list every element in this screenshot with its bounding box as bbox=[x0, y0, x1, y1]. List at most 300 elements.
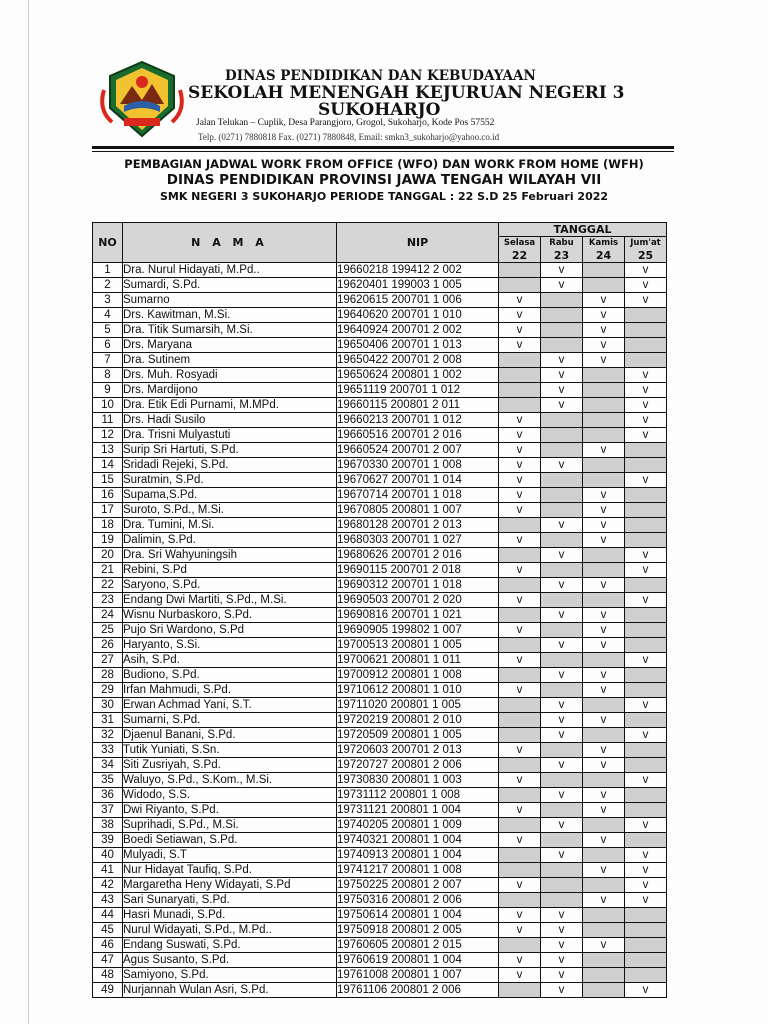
wfo-mark: v bbox=[625, 563, 667, 578]
row-nip: 19690816 200701 1 021 bbox=[337, 608, 499, 623]
wfo-mark: v bbox=[583, 578, 625, 593]
wfh-cell bbox=[541, 743, 583, 758]
wfh-cell bbox=[583, 773, 625, 788]
header-day-jumat: Jum'at bbox=[625, 237, 667, 250]
wfh-cell bbox=[499, 368, 541, 383]
wfh-cell bbox=[583, 923, 625, 938]
row-name: Sumarno bbox=[123, 293, 337, 308]
wfo-mark: v bbox=[625, 653, 667, 668]
header-no: NO bbox=[93, 223, 123, 263]
wfh-cell bbox=[583, 548, 625, 563]
wfh-cell bbox=[625, 803, 667, 818]
row-name: Drs. Hadi Susilo bbox=[123, 413, 337, 428]
wfo-mark: v bbox=[499, 443, 541, 458]
row-name: Samiyono, S.Pd. bbox=[123, 968, 337, 983]
row-no: 32 bbox=[93, 728, 123, 743]
table-row bbox=[93, 683, 667, 698]
wfo-mark: v bbox=[583, 788, 625, 803]
wfo-mark: v bbox=[583, 518, 625, 533]
wfo-mark: v bbox=[541, 578, 583, 593]
row-name: Sumarni, S.Pd. bbox=[123, 713, 337, 728]
wfo-mark: v bbox=[583, 668, 625, 683]
row-name: Hasri Munadi, S.Pd. bbox=[123, 908, 337, 923]
wfh-cell bbox=[625, 953, 667, 968]
wfh-cell bbox=[625, 503, 667, 518]
header-day-selasa: Selasa bbox=[499, 237, 541, 250]
row-nip: 19670714 200701 1 018 bbox=[337, 488, 499, 503]
row-name: Endang Suswati, S.Pd. bbox=[123, 938, 337, 953]
wfh-cell bbox=[541, 503, 583, 518]
row-no: 13 bbox=[93, 443, 123, 458]
row-no: 8 bbox=[93, 368, 123, 383]
wfo-mark: v bbox=[625, 878, 667, 893]
wfo-mark: v bbox=[583, 443, 625, 458]
wfh-cell bbox=[499, 263, 541, 278]
row-name: Nur Hidayat Taufiq, S.Pd. bbox=[123, 863, 337, 878]
row-no: 38 bbox=[93, 818, 123, 833]
wfh-cell bbox=[583, 983, 625, 998]
wfo-mark: v bbox=[499, 878, 541, 893]
row-name: Drs. Mardijono bbox=[123, 383, 337, 398]
table-row bbox=[93, 713, 667, 728]
wfo-mark: v bbox=[625, 383, 667, 398]
wfh-cell bbox=[625, 938, 667, 953]
wfh-cell bbox=[583, 458, 625, 473]
table-row bbox=[93, 923, 667, 938]
row-name: Nurul Widayati, S.Pd., M.Pd.. bbox=[123, 923, 337, 938]
wfh-cell bbox=[583, 413, 625, 428]
wfo-mark: v bbox=[541, 608, 583, 623]
wfh-cell bbox=[583, 263, 625, 278]
wfh-cell bbox=[583, 968, 625, 983]
wfo-mark: v bbox=[625, 293, 667, 308]
wfo-mark: v bbox=[541, 638, 583, 653]
row-nip: 19730830 200801 1 003 bbox=[337, 773, 499, 788]
wfo-mark: v bbox=[625, 263, 667, 278]
wfh-cell bbox=[499, 863, 541, 878]
table-row bbox=[93, 563, 667, 578]
table-row bbox=[93, 578, 667, 593]
row-nip: 19760605 200801 2 015 bbox=[337, 938, 499, 953]
row-nip: 19680303 200701 1 027 bbox=[337, 533, 499, 548]
wfh-cell bbox=[625, 668, 667, 683]
wfo-mark: v bbox=[499, 953, 541, 968]
wfh-cell bbox=[541, 338, 583, 353]
wfh-cell bbox=[625, 488, 667, 503]
wfo-mark: v bbox=[583, 638, 625, 653]
wfh-cell bbox=[541, 863, 583, 878]
wfo-mark: v bbox=[541, 368, 583, 383]
wfo-mark: v bbox=[541, 548, 583, 563]
row-name: Erwan Achmad Yani, S.T. bbox=[123, 698, 337, 713]
table-row bbox=[93, 803, 667, 818]
wfh-cell bbox=[541, 878, 583, 893]
table-row bbox=[93, 503, 667, 518]
wfo-mark: v bbox=[625, 278, 667, 293]
wfh-cell bbox=[625, 518, 667, 533]
table-row bbox=[93, 818, 667, 833]
row-name: Dra. Trisni Mulyastuti bbox=[123, 428, 337, 443]
wfo-mark: v bbox=[541, 923, 583, 938]
row-name: Budiono, S.Pd. bbox=[123, 668, 337, 683]
row-no: 11 bbox=[93, 413, 123, 428]
wfh-cell bbox=[499, 893, 541, 908]
header-nip: NIP bbox=[337, 223, 499, 263]
wfo-mark: v bbox=[583, 488, 625, 503]
wfo-mark: v bbox=[499, 833, 541, 848]
wfo-mark: v bbox=[541, 668, 583, 683]
wfh-cell bbox=[541, 773, 583, 788]
wfh-cell bbox=[625, 758, 667, 773]
table-row bbox=[93, 383, 667, 398]
wfh-cell bbox=[625, 338, 667, 353]
wfo-mark: v bbox=[583, 608, 625, 623]
wfo-mark: v bbox=[499, 458, 541, 473]
row-name: Dalimin, S.Pd. bbox=[123, 533, 337, 548]
wfo-mark: v bbox=[499, 428, 541, 443]
table-row bbox=[93, 458, 667, 473]
wfo-mark: v bbox=[541, 818, 583, 833]
row-nip: 19740205 200801 1 009 bbox=[337, 818, 499, 833]
row-name: Saryono, S.Pd. bbox=[123, 578, 337, 593]
wfo-mark: v bbox=[541, 353, 583, 368]
wfo-mark: v bbox=[541, 848, 583, 863]
row-no: 12 bbox=[93, 428, 123, 443]
letterhead-school: SEKOLAH MENENGAH KEJURUAN NEGERI 3 bbox=[188, 83, 625, 103]
row-name: Margaretha Heny Widayati, S.Pd bbox=[123, 878, 337, 893]
row-no: 30 bbox=[93, 698, 123, 713]
wfh-cell bbox=[625, 533, 667, 548]
row-no: 40 bbox=[93, 848, 123, 863]
schedule-table bbox=[92, 222, 667, 998]
row-name: Widodo, S.S. bbox=[123, 788, 337, 803]
table-row bbox=[93, 593, 667, 608]
row-no: 25 bbox=[93, 623, 123, 638]
table-row bbox=[93, 323, 667, 338]
row-no: 36 bbox=[93, 788, 123, 803]
wfh-cell bbox=[625, 608, 667, 623]
row-name: Waluyo, S.Pd., S.Kom., M.Si. bbox=[123, 773, 337, 788]
wfh-cell bbox=[625, 923, 667, 938]
row-nip: 19660213 200701 1 012 bbox=[337, 413, 499, 428]
letterhead-agency: DINAS PENDIDIKAN DAN KEBUDAYAAN bbox=[225, 68, 536, 84]
row-name: Drs. Muh. Rosyadi bbox=[123, 368, 337, 383]
row-name: Boedi Setiawan, S.Pd. bbox=[123, 833, 337, 848]
row-no: 34 bbox=[93, 758, 123, 773]
wfo-mark: v bbox=[583, 323, 625, 338]
wfo-mark: v bbox=[625, 728, 667, 743]
table-row bbox=[93, 278, 667, 293]
table-row bbox=[93, 263, 667, 278]
wfo-mark: v bbox=[499, 338, 541, 353]
table-row bbox=[93, 728, 667, 743]
wfh-cell bbox=[541, 488, 583, 503]
row-nip: 19620615 200701 1 006 bbox=[337, 293, 499, 308]
row-nip: 19660218 199412 2 002 bbox=[337, 263, 499, 278]
row-no: 39 bbox=[93, 833, 123, 848]
row-name: Suratmin, S.Pd. bbox=[123, 473, 337, 488]
row-no: 47 bbox=[93, 953, 123, 968]
wfo-mark: v bbox=[541, 788, 583, 803]
wfo-mark: v bbox=[499, 683, 541, 698]
row-name: Djaenul Banani, S.Pd. bbox=[123, 728, 337, 743]
row-no: 23 bbox=[93, 593, 123, 608]
wfo-mark: v bbox=[499, 773, 541, 788]
wfo-mark: v bbox=[499, 908, 541, 923]
wfh-cell bbox=[499, 383, 541, 398]
row-nip: 19640620 200701 1 010 bbox=[337, 308, 499, 323]
wfh-cell bbox=[625, 908, 667, 923]
row-no: 9 bbox=[93, 383, 123, 398]
row-nip: 19700912 200801 1 008 bbox=[337, 668, 499, 683]
document-period: SMK NEGERI 3 SUKOHARJO PERIODE TANGGAL : 22 S.D 25 Februari 2022 bbox=[159, 190, 609, 203]
row-nip: 19660115 200801 2 011 bbox=[337, 398, 499, 413]
row-nip: 19650406 200701 1 013 bbox=[337, 338, 499, 353]
wfo-mark: v bbox=[499, 293, 541, 308]
wfo-mark: v bbox=[583, 893, 625, 908]
wfo-mark: v bbox=[499, 743, 541, 758]
row-no: 2 bbox=[93, 278, 123, 293]
row-nip: 19690905 199802 1 007 bbox=[337, 623, 499, 638]
table-row bbox=[93, 548, 667, 563]
row-no: 45 bbox=[93, 923, 123, 938]
row-no: 48 bbox=[93, 968, 123, 983]
wfh-cell bbox=[499, 518, 541, 533]
table-row bbox=[93, 308, 667, 323]
wfo-mark: v bbox=[583, 533, 625, 548]
row-name: Wisnu Nurbaskoro, S.Pd. bbox=[123, 608, 337, 623]
wfh-cell bbox=[583, 698, 625, 713]
row-no: 17 bbox=[93, 503, 123, 518]
row-nip: 19720603 200701 2 013 bbox=[337, 743, 499, 758]
row-nip: 19720219 200801 2 010 bbox=[337, 713, 499, 728]
row-no: 21 bbox=[93, 563, 123, 578]
row-no: 15 bbox=[93, 473, 123, 488]
row-name: Sridadi Rejeki, S.Pd. bbox=[123, 458, 337, 473]
row-nip: 19700513 200801 1 005 bbox=[337, 638, 499, 653]
wfh-cell bbox=[499, 938, 541, 953]
table-row bbox=[93, 788, 667, 803]
wfh-cell bbox=[583, 383, 625, 398]
wfo-mark: v bbox=[541, 758, 583, 773]
row-name: Dra. Titik Sumarsih, M.Si. bbox=[123, 323, 337, 338]
row-name: Dra. Sutinem bbox=[123, 353, 337, 368]
table-row bbox=[93, 443, 667, 458]
table-row bbox=[93, 428, 667, 443]
row-nip: 19750316 200801 2 006 bbox=[337, 893, 499, 908]
table-row bbox=[93, 953, 667, 968]
wfh-cell bbox=[625, 308, 667, 323]
wfo-mark: v bbox=[625, 593, 667, 608]
row-nip: 19731121 200801 1 004 bbox=[337, 803, 499, 818]
wfh-cell bbox=[499, 668, 541, 683]
wfo-mark: v bbox=[541, 398, 583, 413]
wfo-mark: v bbox=[583, 803, 625, 818]
row-nip: 19760619 200801 1 004 bbox=[337, 953, 499, 968]
wfo-mark: v bbox=[625, 818, 667, 833]
wfh-cell bbox=[583, 398, 625, 413]
wfo-mark: v bbox=[583, 713, 625, 728]
wfo-mark: v bbox=[625, 983, 667, 998]
wfo-mark: v bbox=[583, 293, 625, 308]
wfh-cell bbox=[499, 848, 541, 863]
row-nip: 19620401 199003 1 005 bbox=[337, 278, 499, 293]
header-name: N A M A bbox=[123, 223, 337, 263]
row-nip: 19740321 200801 1 004 bbox=[337, 833, 499, 848]
table-row bbox=[93, 338, 667, 353]
wfh-cell bbox=[583, 878, 625, 893]
row-no: 43 bbox=[93, 893, 123, 908]
row-no: 26 bbox=[93, 638, 123, 653]
table-row bbox=[93, 488, 667, 503]
row-no: 7 bbox=[93, 353, 123, 368]
row-name: Asih, S.Pd. bbox=[123, 653, 337, 668]
wfh-cell bbox=[583, 278, 625, 293]
wfh-cell bbox=[625, 833, 667, 848]
row-nip: 19651119 200701 1 012 bbox=[337, 383, 499, 398]
row-no: 46 bbox=[93, 938, 123, 953]
row-no: 35 bbox=[93, 773, 123, 788]
wfh-cell bbox=[499, 278, 541, 293]
row-nip: 19640924 200701 2 002 bbox=[337, 323, 499, 338]
wfh-cell bbox=[625, 713, 667, 728]
wfo-mark: v bbox=[625, 863, 667, 878]
table-row bbox=[93, 533, 667, 548]
wfo-mark: v bbox=[541, 263, 583, 278]
row-name: Siti Zusriyah, S.Pd. bbox=[123, 758, 337, 773]
wfo-mark: v bbox=[541, 953, 583, 968]
row-name: Nurjannah Wulan Asri, S.Pd. bbox=[123, 983, 337, 998]
row-name: Suprihadi, S.Pd., M.Si. bbox=[123, 818, 337, 833]
table-row bbox=[93, 848, 667, 863]
row-nip: 19680626 200701 2 016 bbox=[337, 548, 499, 563]
table-row bbox=[93, 293, 667, 308]
table-row bbox=[93, 758, 667, 773]
wfh-cell bbox=[541, 443, 583, 458]
letterhead-rule-thick bbox=[92, 146, 674, 149]
row-no: 6 bbox=[93, 338, 123, 353]
letterhead-contact: Telp. (0271) 7880818 Fax. (0271) 7880848, Email: smkn3_sukoharjo@yahoo.co.id bbox=[198, 132, 500, 142]
schedule-body bbox=[93, 263, 667, 998]
wfh-cell bbox=[499, 608, 541, 623]
wfo-mark: v bbox=[499, 563, 541, 578]
wfh-cell bbox=[541, 323, 583, 338]
wfo-mark: v bbox=[583, 503, 625, 518]
wfh-cell bbox=[583, 818, 625, 833]
wfh-cell bbox=[625, 683, 667, 698]
row-no: 19 bbox=[93, 533, 123, 548]
wfo-mark: v bbox=[499, 323, 541, 338]
wfh-cell bbox=[541, 653, 583, 668]
row-nip: 19761106 200801 2 006 bbox=[337, 983, 499, 998]
wfh-cell bbox=[625, 968, 667, 983]
row-no: 27 bbox=[93, 653, 123, 668]
row-no: 31 bbox=[93, 713, 123, 728]
wfo-mark: v bbox=[499, 653, 541, 668]
letterhead-address: Jalan Telukan – Cuplik, Desa Parangjoro, Grogol, Sukoharjo, Kode Pos 57552 bbox=[196, 118, 495, 128]
wfh-cell bbox=[499, 713, 541, 728]
wfh-cell bbox=[499, 698, 541, 713]
row-no: 5 bbox=[93, 323, 123, 338]
table-row bbox=[93, 518, 667, 533]
row-nip: 19680128 200701 2 013 bbox=[337, 518, 499, 533]
wfo-mark: v bbox=[583, 623, 625, 638]
table-row bbox=[93, 773, 667, 788]
row-no: 24 bbox=[93, 608, 123, 623]
row-name: Sumardi, S.Pd. bbox=[123, 278, 337, 293]
wfh-cell bbox=[499, 788, 541, 803]
row-no: 20 bbox=[93, 548, 123, 563]
row-nip: 19750225 200801 2 007 bbox=[337, 878, 499, 893]
wfo-mark: v bbox=[499, 803, 541, 818]
wfh-cell bbox=[625, 788, 667, 803]
wfh-cell bbox=[583, 473, 625, 488]
wfo-mark: v bbox=[625, 398, 667, 413]
wfh-cell bbox=[583, 848, 625, 863]
wfo-mark: v bbox=[541, 908, 583, 923]
row-name: Dwi Riyanto, S.Pd. bbox=[123, 803, 337, 818]
wfh-cell bbox=[541, 623, 583, 638]
row-no: 10 bbox=[93, 398, 123, 413]
wfh-cell bbox=[583, 653, 625, 668]
table-row bbox=[93, 743, 667, 758]
row-no: 44 bbox=[93, 908, 123, 923]
wfh-cell bbox=[541, 533, 583, 548]
wfo-mark: v bbox=[583, 338, 625, 353]
wfo-mark: v bbox=[541, 278, 583, 293]
table-row bbox=[93, 863, 667, 878]
document-title: PEMBAGIAN JADWAL WORK FROM OFFICE (WFO) DAN WORK FROM HOME (WFH) bbox=[124, 157, 644, 171]
wfo-mark: v bbox=[499, 623, 541, 638]
wfh-cell bbox=[499, 983, 541, 998]
row-nip: 19690115 200701 2 018 bbox=[337, 563, 499, 578]
wfh-cell bbox=[625, 578, 667, 593]
row-nip: 19670805 200801 1 007 bbox=[337, 503, 499, 518]
table-row bbox=[93, 893, 667, 908]
row-no: 28 bbox=[93, 668, 123, 683]
wfo-mark: v bbox=[541, 728, 583, 743]
row-nip: 19711020 200801 1 005 bbox=[337, 698, 499, 713]
wfh-cell bbox=[583, 728, 625, 743]
wfh-cell bbox=[583, 368, 625, 383]
row-name: Endang Dwi Martiti, S.Pd., M.Si. bbox=[123, 593, 337, 608]
wfo-mark: v bbox=[541, 458, 583, 473]
row-name: Irfan Mahmudi, S.Pd. bbox=[123, 683, 337, 698]
wfo-mark: v bbox=[541, 983, 583, 998]
wfh-cell bbox=[499, 638, 541, 653]
wfo-mark: v bbox=[625, 473, 667, 488]
row-nip: 19720509 200801 1 005 bbox=[337, 728, 499, 743]
row-name: Dra. Sri Wahyuningsih bbox=[123, 548, 337, 563]
wfo-mark: v bbox=[499, 503, 541, 518]
row-no: 3 bbox=[93, 293, 123, 308]
table-row bbox=[93, 473, 667, 488]
table-row bbox=[93, 878, 667, 893]
row-no: 1 bbox=[93, 263, 123, 278]
row-nip: 19700621 200801 1 011 bbox=[337, 653, 499, 668]
wfo-mark: v bbox=[625, 548, 667, 563]
table-row bbox=[93, 638, 667, 653]
row-name: Tutik Yuniati, S.Sn. bbox=[123, 743, 337, 758]
row-no: 49 bbox=[93, 983, 123, 998]
wfh-cell bbox=[499, 353, 541, 368]
wfh-cell bbox=[541, 893, 583, 908]
wfo-mark: v bbox=[541, 713, 583, 728]
row-name: Dra. Nurul Hidayati, M.Pd.. bbox=[123, 263, 337, 278]
wfh-cell bbox=[625, 458, 667, 473]
wfh-cell bbox=[499, 818, 541, 833]
row-name: Dra. Tumini, M.Si. bbox=[123, 518, 337, 533]
